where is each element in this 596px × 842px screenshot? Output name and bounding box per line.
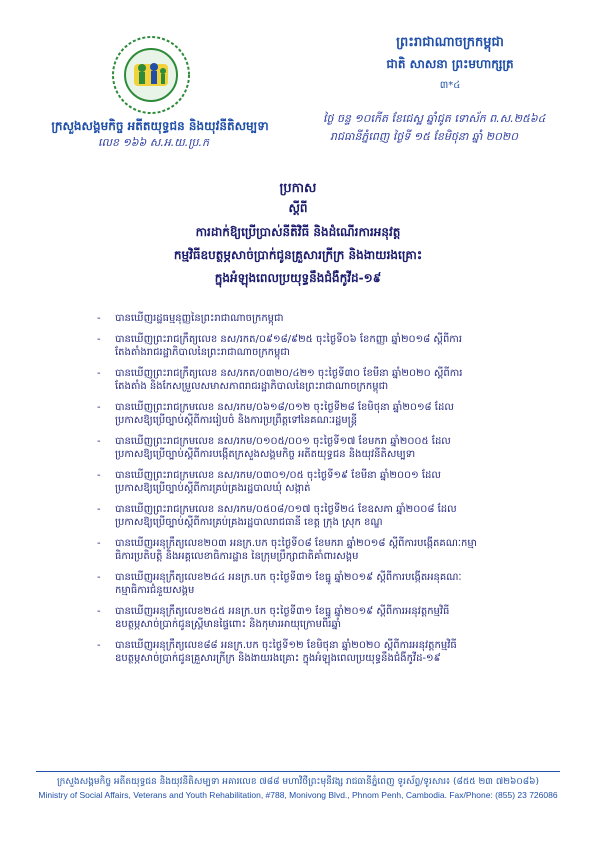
reference-text: បានឃើញអនុក្រឹត្យលេខ២៤៥ អនក្រ.បក ចុះថ្ងៃទី៣១ ខែធ្នូ ឆ្នាំ២០១៩ ស្តីពីការអនុវត្តកម្មវិធី [115, 606, 450, 617]
ministry-name: ក្រសួងសង្គមកិច្ច អតីតយុទ្ធជន និងយុវនីតិសម្បទា [51, 119, 269, 133]
reference-text: តែងតាំងរាជរដ្ឋាភិបាលនៃព្រះរាជាណាចក្រកម្ពុជា [115, 347, 290, 358]
reference-item: - បានឃើញព្រះរាជក្រឹត្យលេខ នស/រកត/០៩១៨/៩២៥ ចុះថ្ងៃទី០៦ ខែកញ្ញា ឆ្នាំ២០១៨ ស្តីពីការ តែងតាំងរាជរដ្ឋាភិបាលនៃព្រះរាជាណាចក្រកម្ពុជា [115, 333, 515, 359]
reference-text: បានឃើញព្រះរាជក្រមលេខ នស/រកម/០៦១៨/០១២ ចុះថ្ងៃទី២៨ ខែមិថុនា ឆ្នាំ២០១៨ ដែល [115, 402, 454, 413]
reference-text: ធិការប្រតិបត្តិ និងអគ្គលេខាធិការដ្ឋាន នៃក្រុមប្រឹក្សាជាតិគាំពារសង្គម [115, 551, 359, 562]
reference-text: ប្រកាសឱ្យប្រើច្បាប់ស្តីពីការគ្រប់គ្រងរដ្ឋបាលឃុំ សង្កាត់ [115, 483, 311, 494]
reference-text: ប្រកាសឱ្យប្រើច្បាប់ស្តីពីការគ្រប់គ្រងរដ្ឋបាលរាជធានី ខេត្ត ក្រុង ស្រុក ខណ្ឌ [115, 517, 383, 528]
reference-text: បានឃើញរដ្ឋធម្មនុញ្ញនៃព្រះរាជាណាចក្រកម្ពុជា [115, 313, 284, 324]
references-list [97, 312, 515, 673]
reference-text: បានឃើញអនុក្រឹត្យលេខ២០៣ អនក្រ.បក ចុះថ្ងៃទី០៨ ខែមករា ឆ្នាំ២០១៨ ស្តីពីការបង្កើតគណៈកម្មា [115, 538, 477, 549]
reference-item: - បានឃើញព្រះរាជក្រមលេខ នស/រកម/០៣០១/០៥ ចុះថ្ងៃទី១៩ ខែមីនា ឆ្នាំ២០០១ ដែល ប្រកាសឱ្យប្រើច្បាប់ស្តីពីការគ្រប់គ្រងរដ្ឋបាលឃុំ សង្កាត់ [115, 469, 515, 495]
reference-item: - បានឃើញអនុក្រឹត្យលេខ២៤៤ អនក្រ.បក ចុះថ្ងៃទី៣១ ខែធ្នូ ឆ្នាំ២០១៩ ស្តីពីការបង្កើតអនុគណៈ កម្មាធិការជំនួយសង្គម [115, 571, 515, 597]
document-type: ប្រកាស [279, 181, 317, 196]
footer-english-address: Ministry of Social Affairs, Veterans and Youth Rehabilitation, #788, Monivong Blvd., Phnom Penh, Cambodia. Fax/Phone: (855) 23 726086 [38, 790, 558, 800]
footer-divider [36, 771, 560, 772]
footer-khmer-address: ក្រសួងសង្គមកិច្ច អតីតយុទ្ធជន និងយុវនីតិសម្បទា អគារលេខ ៧៨៨ មហាវិថីព្រះមុនីវង្ស រាជធានីភ្នំពេញ ទូរស័ព្ទ/ទូរសារ៖ (៨៥៥ ២៣ ៧២៦០៨៦) [56, 777, 540, 787]
reference-text: បានឃើញអនុក្រឹត្យលេខ២៤៤ អនក្រ.បក ចុះថ្ងៃទី៣១ ខែធ្នូ ឆ្នាំ២០១៩ ស្តីពីការបង្កើតអនុគណៈ [115, 572, 462, 583]
reference-item: - បានឃើញព្រះរាជក្រមលេខ នស/រកម/០១០៥/០០១ ចុះថ្ងៃទី១៧ ខែមករា ឆ្នាំ២០០៥ ដែល ប្រកាសឱ្យប្រើច្បាប់ស្តីពីការបង្កើតក្រសួងសង្គមកិច្ច អតីតយុទ្ធជន និងយុវនីតិសម្បទា [115, 435, 515, 461]
date-lunar: ថ្ងៃ ចន្ទ ១០កើត ខែជេស្ឋ ឆ្នាំជូត ទោស័ក ព.ស.២៥៦៤ [323, 112, 546, 125]
date-solar: រាជធានីភ្នំពេញ ថ្ងៃទី ១៥ ខែមិថុនា ឆ្នាំ ២០២០ [330, 130, 519, 143]
document-title-line: ការដាក់ឱ្យប្រើប្រាស់នីតិវិធី និងដំណើរការអនុវត្ត [195, 225, 401, 239]
national-motto: ជាតិ សាសនា ព្រះមហាក្សត្រ [386, 57, 514, 71]
reference-item: - បានឃើញព្រះរាជក្រឹត្យលេខ នស/រកត/០៣២០/៤២១ ចុះថ្ងៃទី៣០ ខែមីនា ឆ្នាំ២០២០ ស្តីពីការ តែងតាំង និងកែសម្រួលសមាសភាពរាជរដ្ឋាភិបាលនៃព្រះរាជាណាចក្រកម្ពុជា [115, 367, 515, 393]
reference-item: - បានឃើញអនុក្រឹត្យលេខ៨៨ អនក្រ.បក ចុះថ្ងៃទី១២ ខែមិថុនា ឆ្នាំ២០២០ ស្តីពីការអនុវត្តកម្មវិធី ឧបត្ថម្ភសាច់ប្រាក់ជូនគ្រួសារក្រីក្រ និងងាយរងគ្រោះ ក្នុងអំឡុងពេលប្រយុទ្ធនឹងជំងឺកូវីដ-១៩ [115, 639, 515, 665]
reference-text: បានឃើញអនុក្រឹត្យលេខ៨៨ អនក្រ.បក ចុះថ្ងៃទី១២ ខែមិថុនា ឆ្នាំ២០២០ ស្តីពីការអនុវត្តកម្មវិធី [115, 640, 457, 651]
reference-item: - បានឃើញអនុក្រឹត្យលេខ២៤៥ អនក្រ.បក ចុះថ្ងៃទី៣១ ខែធ្នូ ឆ្នាំ២០១៩ ស្តីពីការអនុវត្តកម្មវិធី ឧបត្ថម្ភសាច់ប្រាក់ជូនស្ត្រីមានផ្ទៃពោះ និងកុមារអាយុក្រោមពីរឆ្នាំ [115, 605, 515, 631]
ministry-emblem-icon [110, 34, 192, 116]
ministry-logo [110, 34, 192, 116]
ornament-mark: ៣*៤ [439, 80, 461, 91]
document-about: ស្តីពី [288, 201, 308, 215]
reference-number: លេខ ១៦៦ ស.អ.យ.ប្រ.ក [98, 136, 209, 149]
reference-text: ឧបត្ថម្ភសាច់ប្រាក់ជូនស្ត្រីមានផ្ទៃពោះ និងកុមារអាយុក្រោមពីរឆ្នាំ [115, 619, 341, 630]
reference-text: ប្រកាសឱ្យប្រើច្បាប់ស្តីពីការបង្កើតក្រសួងសង្គមកិច្ច អតីតយុទ្ធជន និងយុវនីតិសម្បទា [115, 449, 416, 460]
reference-text: បានឃើញព្រះរាជក្រមលេខ នស/រកម/០៥០៨/០១៧ ចុះថ្ងៃទី២៤ ខែឧសភា ឆ្នាំ២០០៨ ដែល [115, 504, 457, 515]
reference-text: កម្មាធិការជំនួយសង្គម [115, 585, 195, 596]
reference-item: - បានឃើញព្រះរាជក្រមលេខ នស/រកម/០៦១៨/០១២ ចុះថ្ងៃទី២៨ ខែមិថុនា ឆ្នាំ២០១៨ ដែល ប្រកាសឱ្យប្រើច្បាប់ស្តីពីការរៀបចំ និងការប្រព្រឹត្តទៅនៃគណៈរដ្ឋមន្ត្រី [115, 401, 515, 427]
reference-text: បានឃើញព្រះរាជក្រឹត្យលេខ នស/រកត/០៣២០/៤២១ ចុះថ្ងៃទី៣០ ខែមីនា ឆ្នាំ២០២០ ស្តីពីការ [115, 368, 463, 379]
reference-text: បានឃើញព្រះរាជក្រមលេខ នស/រកម/០៣០១/០៥ ចុះថ្ងៃទី១៩ ខែមីនា ឆ្នាំ២០០១ ដែល [115, 470, 441, 481]
reference-text: បានឃើញព្រះរាជក្រឹត្យលេខ នស/រកត/០៩១៨/៩២៥ ចុះថ្ងៃទី០៦ ខែកញ្ញា ឆ្នាំ២០១៨ ស្តីពីការ [115, 334, 462, 345]
reference-item: - បានឃើញអនុក្រឹត្យលេខ២០៣ អនក្រ.បក ចុះថ្ងៃទី០៨ ខែមករា ឆ្នាំ២០១៨ ស្តីពីការបង្កើតគណៈកម្មា ធិការប្រតិបត្តិ និងអគ្គលេខាធិការដ្ឋាន នៃក្រុមប្រឹក្សាជាតិគាំពារសង្គម [115, 537, 515, 563]
kingdom-heading: ព្រះរាជាណាចក្រកម្ពុជា [396, 35, 504, 50]
reference-text: តែងតាំង និងកែសម្រួលសមាសភាពរាជរដ្ឋាភិបាលនៃព្រះរាជាណាចក្រកម្ពុជា [115, 381, 389, 392]
reference-text: ឧបត្ថម្ភសាច់ប្រាក់ជូនគ្រួសារក្រីក្រ និងងាយរងគ្រោះ ក្នុងអំឡុងពេលប្រយុទ្ធនឹងជំងឺកូវីដ-១៩ [115, 653, 441, 664]
reference-text: ប្រកាសឱ្យប្រើច្បាប់ស្តីពីការរៀបចំ និងការប្រព្រឹត្តទៅនៃគណៈរដ្ឋមន្ត្រី [115, 415, 358, 426]
reference-text: បានឃើញព្រះរាជក្រមលេខ នស/រកម/០១០៥/០០១ ចុះថ្ងៃទី១៧ ខែមករា ឆ្នាំ២០០៥ ដែល [115, 436, 451, 447]
reference-item: - បានឃើញព្រះរាជក្រមលេខ នស/រកម/០៥០៨/០១៧ ចុះថ្ងៃទី២៤ ខែឧសភា ឆ្នាំ២០០៨ ដែល ប្រកាសឱ្យប្រើច្បាប់ស្តីពីការគ្រប់គ្រងរដ្ឋបាលរាជធានី ខេត្ត ក្រុង ស្រុក ខណ្ឌ [115, 503, 515, 529]
document-title-line: ក្នុងអំឡុងពេលប្រយុទ្ធនឹងជំងឺកូវីដ-១៩ [214, 271, 382, 285]
document-title-line: កម្មវិធីឧបត្ថម្ភសាច់ប្រាក់ជូនគ្រួសារក្រីក្រ និងងាយរងគ្រោះ [173, 248, 423, 262]
reference-item: - បានឃើញរដ្ឋធម្មនុញ្ញនៃព្រះរាជាណាចក្រកម្ពុជា [115, 312, 515, 325]
